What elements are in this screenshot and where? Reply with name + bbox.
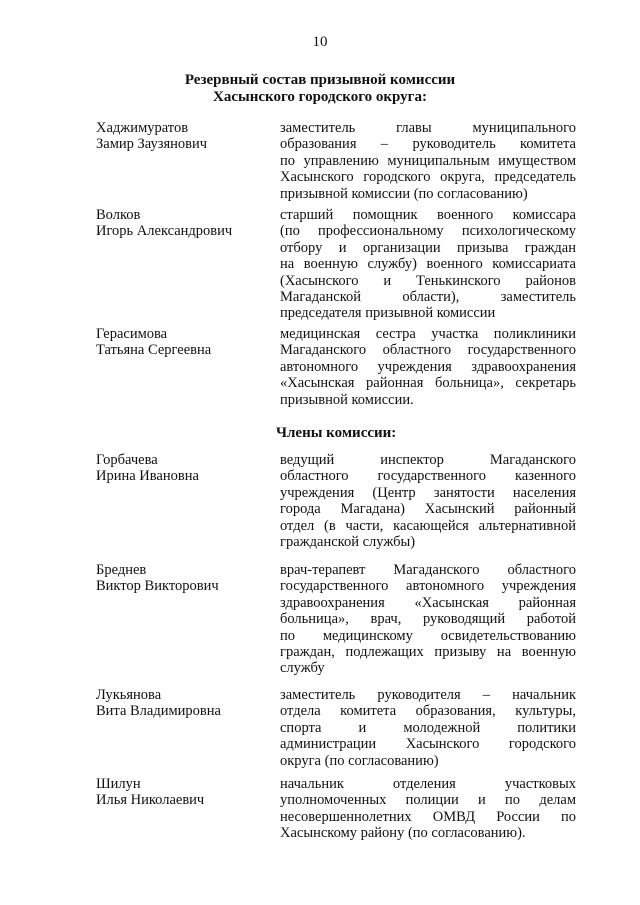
person-role bbox=[280, 452, 576, 550]
person-given-name: Вита Владимировна bbox=[96, 703, 221, 720]
role-line: Хасынскому району (по согласованию). bbox=[280, 825, 526, 842]
role-line: призывной комиссии. bbox=[280, 391, 414, 408]
title-line-2: Хасынского городского округа: bbox=[213, 89, 427, 105]
role-line: образования – руководитель комитета bbox=[280, 136, 576, 153]
person-surname: Хаджимуратов bbox=[96, 120, 189, 136]
person-given-name: Илья Николаевич bbox=[96, 792, 205, 809]
role-line: Магаданского областного государственного bbox=[280, 342, 576, 359]
person-given-name: Ирина Ивановна bbox=[96, 468, 199, 485]
role-line: отбору и организации призыва граждан bbox=[280, 239, 576, 256]
person-name bbox=[96, 562, 276, 595]
role-line: начальник отделения участковых bbox=[280, 776, 576, 792]
role-line: службу bbox=[280, 660, 325, 677]
person-surname: Шилун bbox=[96, 776, 141, 792]
person-surname: Волков bbox=[96, 207, 141, 223]
person-given-name: Игорь Александрович bbox=[96, 223, 233, 240]
role-line: администрации Хасынского городского bbox=[280, 736, 576, 753]
document-title bbox=[0, 72, 640, 106]
person-role bbox=[280, 562, 576, 677]
person-surname: Бреднев bbox=[96, 562, 147, 578]
role-line: заместитель руководителя – начальник bbox=[280, 687, 576, 703]
role-line: по управлению муниципальным имуществом bbox=[280, 152, 576, 169]
role-line: гражданской службы) bbox=[280, 534, 416, 551]
role-line: заместитель главы муниципального bbox=[280, 120, 576, 136]
person-name bbox=[96, 452, 276, 485]
role-line: призывной комиссии (по согласованию) bbox=[280, 185, 528, 202]
role-line: медицинская сестра участка поликлиники bbox=[280, 326, 576, 342]
person-role bbox=[280, 207, 576, 322]
role-line: старший помощник военного комиссара bbox=[280, 207, 576, 223]
role-line: «Хасынская районная больница», секретарь bbox=[280, 375, 576, 392]
role-line: города Магадана) Хасынский районный bbox=[280, 501, 576, 518]
role-line: (по профессиональному психологическому bbox=[280, 223, 576, 240]
role-line: Магаданской области), заместитель bbox=[280, 289, 576, 306]
role-line: председателя призывной комиссии bbox=[280, 305, 496, 322]
role-line: уполномоченных полиции и по делам bbox=[280, 792, 576, 809]
role-line: отдел (в части, касающейся альтернативной bbox=[280, 517, 576, 534]
person-given-name: Замир Заузянович bbox=[96, 136, 208, 153]
person-name bbox=[96, 120, 276, 153]
members-heading: Члены комиссии: bbox=[276, 425, 397, 441]
role-line: на военную службу) военного комиссариата bbox=[280, 256, 576, 273]
role-line: областного государственного казенного bbox=[280, 468, 576, 485]
person-role bbox=[280, 326, 576, 408]
role-line: спорта и молодежной политики bbox=[280, 719, 576, 736]
role-line: Хасынского городского округа, председатель bbox=[280, 169, 576, 186]
person-role bbox=[280, 120, 576, 202]
person-name bbox=[96, 687, 276, 720]
role-line: (Хасынского и Тенькинского районов bbox=[280, 272, 576, 289]
role-line: здравоохранения «Хасынская районная bbox=[280, 594, 576, 611]
role-line: автономного учреждения здравоохранения bbox=[280, 358, 576, 375]
person-role bbox=[280, 687, 576, 769]
page-number: 10 bbox=[312, 34, 328, 50]
person-role bbox=[280, 776, 576, 842]
person-name bbox=[96, 207, 276, 240]
role-line: ведущий инспектор Магаданского bbox=[280, 452, 576, 468]
role-line: врач-терапевт Магаданского областного bbox=[280, 562, 576, 578]
person-given-name: Татьяна Сергеевна bbox=[96, 342, 212, 359]
title-line-1: Резервный состав призывной комиссии bbox=[184, 72, 456, 88]
person-surname: Горбачева bbox=[96, 452, 158, 468]
role-line: несовершеннолетних ОМВД России по bbox=[280, 808, 576, 825]
person-name bbox=[96, 776, 276, 809]
role-line: по медицинскому освидетельствованию bbox=[280, 627, 576, 644]
person-name bbox=[96, 326, 276, 359]
role-line: отдела комитета образования, культуры, bbox=[280, 703, 576, 720]
role-line: учреждения (Центр занятости населения bbox=[280, 484, 576, 501]
person-surname: Лукьянова bbox=[96, 687, 162, 703]
person-given-name: Виктор Викторович bbox=[96, 578, 219, 595]
role-line: государственного автономного учреждения bbox=[280, 578, 576, 595]
role-line: больница», врач, руководящий работой bbox=[280, 611, 576, 628]
role-line: граждан, подлежащих призыву на военную bbox=[280, 644, 576, 661]
person-surname: Герасимова bbox=[96, 326, 168, 342]
role-line: округа (по согласованию) bbox=[280, 752, 439, 769]
